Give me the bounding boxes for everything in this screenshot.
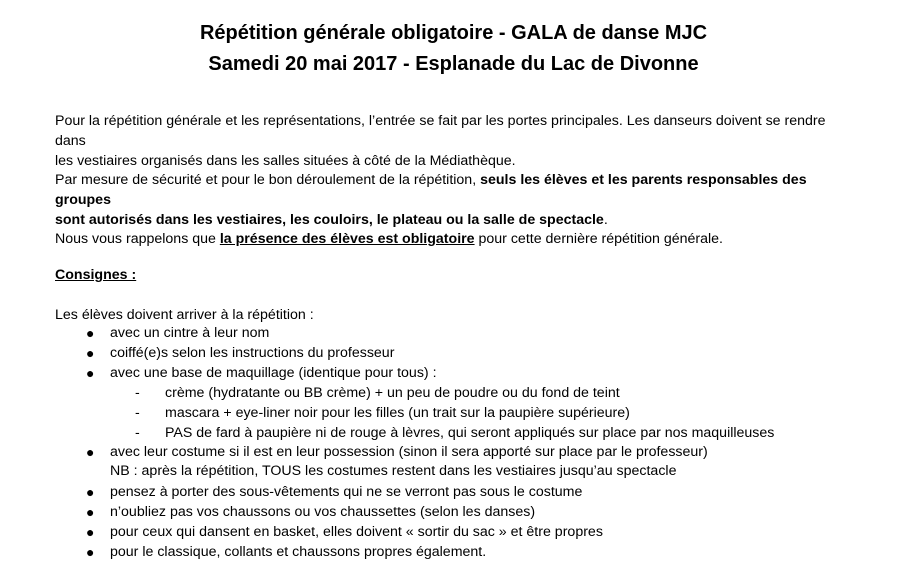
bullet-icon: ● [86,365,95,381]
paragraph-security [55,170,855,230]
list-item [86,483,583,503]
paragraph-entrance-line-1: Pour la répétition générale et les représentations, l’entrée se fait par les portes principales. Les danseurs doivent se rendre dans [55,113,826,149]
security-suffix: . [603,212,608,228]
paragraph-reminder [55,229,855,249]
paragraph-entrance [55,111,855,171]
nb-note [110,462,676,482]
dash-icon: - [135,425,140,441]
sub-list-item-text: mascara + eye-liner noir pour les filles (un trait sur la paupière supérieure) [165,405,630,421]
bullet-icon: ● [86,325,95,341]
reminder-suffix: pour cette dernière répétition générale. [474,231,724,247]
dash-icon: - [135,405,140,421]
sub-list-item [135,404,630,424]
security-bold-b: sont autorisés dans les vestiaires, les couloirs, le plateau ou la salle de spectacle [55,212,604,228]
bullet-icon: ● [86,484,95,500]
bullet-icon: ● [86,544,95,560]
security-prefix: Par mesure de sécurité et pour le bon déroulement de la répétition, [55,172,481,188]
list-item [86,543,487,563]
list-item-text: pour ceux qui dansent en basket, elles doivent « sortir du sac » et être propres [110,524,603,540]
arrival-intro: Les élèves doivent arriver à la répétition : [55,307,314,323]
list-item [86,523,603,543]
bullet-icon: ● [86,504,95,520]
dash-icon: - [135,385,140,401]
list-item [86,364,437,384]
bullet-icon: ● [86,345,95,361]
reminder-emphasis: la présence des élèves est obligatoire [219,231,475,247]
sub-list-item-text: PAS de fard à paupière ni de rouge à lèvres, qui seront appliqués sur place par nos maquilleuses [165,425,775,441]
list-item [86,324,270,344]
list-item-text: avec une base de maquillage (identique pour tous) : [110,365,437,381]
list-item-text: n’oubliez pas vos chaussons ou vos chaussettes (selon les danses) [110,504,536,520]
sub-list-item [135,424,775,444]
consignes-heading: Consignes : [55,267,137,283]
list-item [86,443,708,463]
list-item [86,344,395,364]
list-item [86,503,536,523]
list-item-text: pour le classique, collants et chaussons propres également. [110,544,487,560]
nb-note-text: NB : après la répétition, TOUS les costumes restent dans les vestiaires jusqu’au spectacle [110,463,677,479]
bullet-icon: ● [86,444,95,460]
title-line-2: Samedi 20 mai 2017 - Esplanade du Lac de Divonne [208,53,699,75]
list-item-text: pensez à porter des sous-vêtements qui ne se verront pas sous le costume [110,484,583,500]
list-item-text: avec leur costume si il est en leur possession (sinon il sera apporté sur place par le professeur) [110,444,708,460]
paragraph-entrance-line-2: les vestiaires organisés dans les salles situées à côté de la Médiathèque. [55,153,516,169]
sub-list-item [135,384,620,404]
sub-list-item-text: crème (hydratante ou BB crème) + un peu de poudre ou du fond de teint [165,385,620,401]
list-item-text: coiffé(e)s selon les instructions du professeur [110,345,395,361]
security-bold-a: seuls les élèves et les parents responsables des groupes [55,172,807,208]
list-item-text: avec un cintre à leur nom [110,325,270,341]
bullet-icon: ● [86,524,95,540]
title-line-1: Répétition générale obligatoire - GALA de danse MJC [199,22,708,44]
reminder-prefix: Nous vous rappelons que [55,231,220,247]
